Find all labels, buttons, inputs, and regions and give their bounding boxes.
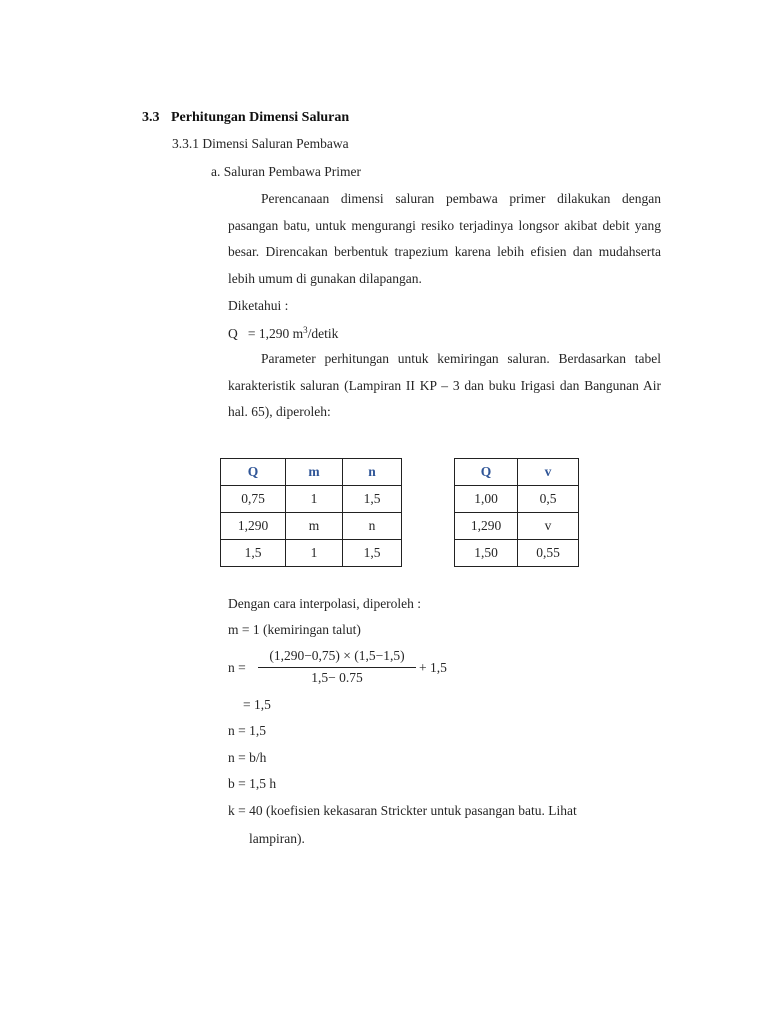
table-row — [221, 486, 402, 513]
result-line: n = 1,5 — [228, 723, 266, 738]
formula-lhs: n = — [228, 660, 246, 675]
table1-header-n: n — [343, 459, 402, 486]
roughness-line-continued: lampiran). — [249, 831, 305, 846]
table-cell: 1,00 — [455, 486, 518, 513]
paragraph-design: Perencanaan dimensi saluran pembawa primer dilakukan dengan pasangan batu, untuk mengurangi resiko terjadinya longsor akibat debit yang besar. Direncakan berbentuk trapezium karena lebih efisien dan mudahserta lebih umum di gunakan dilapangan. — [228, 191, 661, 286]
table-row — [455, 486, 579, 513]
discharge-unit: /detik — [307, 326, 339, 341]
formula-suffix: + 1,5 — [419, 660, 447, 675]
table-cell: 0,55 — [518, 540, 579, 567]
fraction-denominator: 1,5− 0.75 — [311, 670, 363, 685]
table-cell: 1 — [286, 486, 343, 513]
table-row — [221, 540, 402, 567]
table-cell: 1,5 — [221, 540, 286, 567]
table-q-v — [454, 458, 579, 567]
table-cell: 1 — [286, 540, 343, 567]
interpolation-fraction — [258, 645, 416, 688]
table-row — [221, 513, 402, 540]
discharge-line — [228, 325, 338, 342]
table-cell: 0,75 — [221, 486, 286, 513]
table-q-m-n — [220, 458, 402, 567]
discharge-exponent: 3 — [303, 325, 308, 335]
table-cell: 1,5 — [343, 486, 402, 513]
section-number: 3.3 — [142, 110, 160, 125]
table2-header-q: Q — [455, 459, 518, 486]
roughness-line: k = 40 (koefisien kekasaran Strickter untuk pasangan batu. Lihat — [228, 803, 577, 818]
section-title: Perhitungan Dimensi Saluran — [171, 110, 350, 125]
table2-header-v: v — [518, 459, 579, 486]
table-row — [455, 540, 579, 567]
result-line: b = 1,5 h — [228, 776, 277, 791]
table-cell: 1,290 — [221, 513, 286, 540]
item-title: a. Saluran Pembawa Primer — [211, 164, 361, 179]
given-label: Diketahui : — [228, 298, 289, 313]
table-cell: m — [286, 513, 343, 540]
table1-header-m: m — [286, 459, 343, 486]
table-cell: 1,50 — [455, 540, 518, 567]
table-cell: v — [518, 513, 579, 540]
interpolation-text: Dengan cara interpolasi, diperoleh : — [228, 596, 422, 611]
table-row — [455, 513, 579, 540]
fraction-numerator: (1,290−0,75) × (1,5−1,5) — [269, 648, 405, 663]
subsection-title: 3.3.1 Dimensi Saluran Pembawa — [172, 136, 349, 151]
discharge-symbol: Q — [228, 326, 238, 341]
table-cell: n — [343, 513, 402, 540]
paragraph-parameters: Parameter perhitungan untuk kemiringan saluran. Berdasarkan tabel karakteristik saluran (Lampiran II KP – 3 dan buku Irigasi dan Bangunan Air hal. 65), diperoleh: — [228, 351, 661, 419]
table-cell: 1,290 — [455, 513, 518, 540]
table1-header-q: Q — [221, 459, 286, 486]
result-line: n = b/h — [228, 750, 267, 765]
table-cell: 1,5 — [343, 540, 402, 567]
slope-line: m = 1 (kemiringan talut) — [228, 622, 361, 637]
discharge-value: = 1,290 m — [247, 326, 304, 341]
table-cell: 0,5 — [518, 486, 579, 513]
result-line: = 1,5 — [243, 697, 271, 712]
